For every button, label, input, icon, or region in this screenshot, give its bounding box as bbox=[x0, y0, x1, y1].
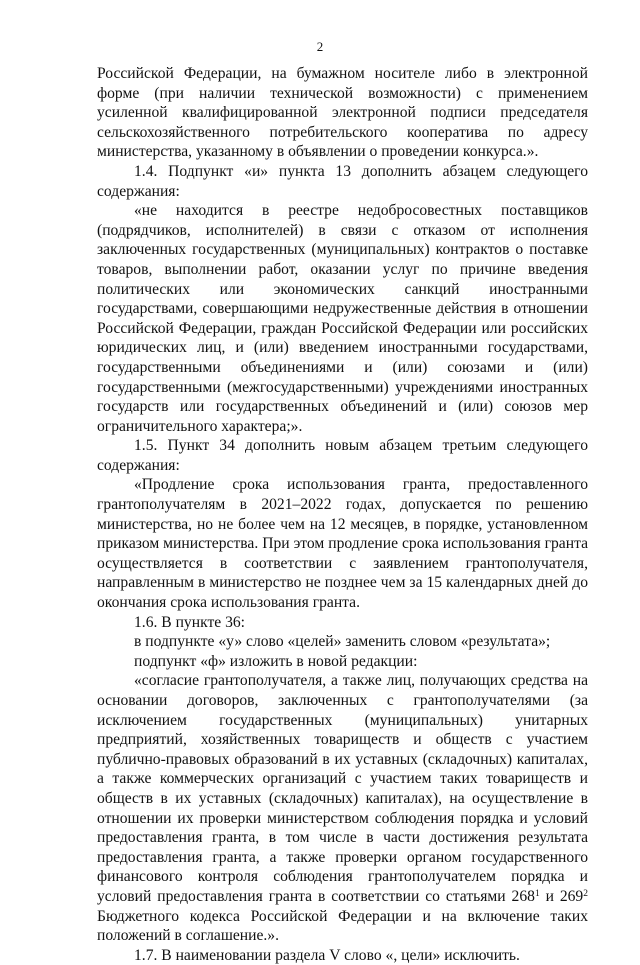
paragraph bbox=[97, 201, 588, 436]
paragraph-text: 1.6. В пункте 36: bbox=[134, 613, 246, 631]
paragraph-text: Российской Федерации, на бумажном носителе либо в электронной форме (при наличии технической возможности) с применением усиленной квалифицированной электронной подписи председателя сельскохозяйственного потребительского кооператива по адресу министерства, указанному в объявлении о проведении конкурса.». bbox=[97, 65, 588, 161]
paragraph bbox=[97, 652, 588, 672]
paragraph-text: 1.7. В наименовании раздела V слово «, цели» исключить. bbox=[134, 946, 520, 964]
paragraph bbox=[97, 632, 588, 652]
document-body bbox=[97, 64, 588, 965]
superscript: 2 bbox=[583, 888, 588, 899]
paragraph bbox=[97, 64, 588, 162]
paragraph-text: и 269 bbox=[539, 887, 584, 905]
paragraph-text: 1.4. Подпункт «и» пункта 13 дополнить абзацем следующего содержания: bbox=[97, 162, 588, 200]
paragraph-text: в подпункте «у» слово «целей» заменить словом «результата»; bbox=[134, 633, 551, 651]
paragraph-text: Бюджетного кодекса Российской Федерации и на включение таких положений в соглашение.». bbox=[97, 907, 588, 945]
paragraph-text: 1.5. Пункт 34 дополнить новым абзацем третьим следующего содержания: bbox=[97, 437, 588, 474]
paragraph-text: «Продление срока использования гранта, предоставленного грантополучателям в 2021–2022 годах, допускается по решению министерства, но не более чем на 12 месяцев, в порядке, установленном приказом министерства. При этом продление срока использования гранта осуществляется в соответствии с заявлением грантополучателя, направленным в министерство не позднее чем за 15 календарных дней до окончания срока использования гранта. bbox=[97, 476, 588, 612]
paragraph-text: «согласие грантополучателя, а также лиц, получающих средства на основании договоров, заключенных с грантополучателями (за исключением государственных (муниципальных) унитарных предприятий, хозяйственных товариществ и обществ с участием публично-правовых образований в их уставных (складочных) капиталах, а также коммерческих организаций с участием таких товариществ и обществ в их уставных (складочных) капиталах), на осуществление в отношении их проверки министерством соблюдения порядка и условий предоставления гранта, в том числе в части достижения результата предоставления гранта, а также проверки органом государственного финансового контроля соблюдения грантополучателем порядка и условий предоставления гранта в соответствии со статьями 268 bbox=[97, 672, 588, 905]
paragraph-text: подпункт «ф» изложить в новой редакции: bbox=[134, 652, 418, 670]
paragraph bbox=[97, 436, 588, 475]
superscript: 1 bbox=[534, 888, 540, 899]
paragraph bbox=[97, 946, 588, 965]
page-number: 2 bbox=[316, 39, 324, 54]
paragraph-text: «не находится в реестре недобросовестных поставщиков (подрядчиков, исполнителей) в связи с отказом от исполнения заключенных государственных (муниципальных) контрактов о поставке товаров, выполнении работ, оказании услуг по причине введения политических или экономических санкций иностранными государствами, совершающими недружественные действия в отношении Российской Федерации, граждан Российской Федерации или российских юридических лиц, и (или) введением иностранными государствами, государственными объединениями и (или) союзами и (или) государственными (межгосударственными) учреждениями иностранных государств или государственных объединений и (или) союзов мер ограничительного характера;». bbox=[97, 202, 588, 435]
paragraph bbox=[97, 613, 588, 633]
paragraph bbox=[97, 162, 588, 201]
paragraph bbox=[97, 475, 588, 612]
